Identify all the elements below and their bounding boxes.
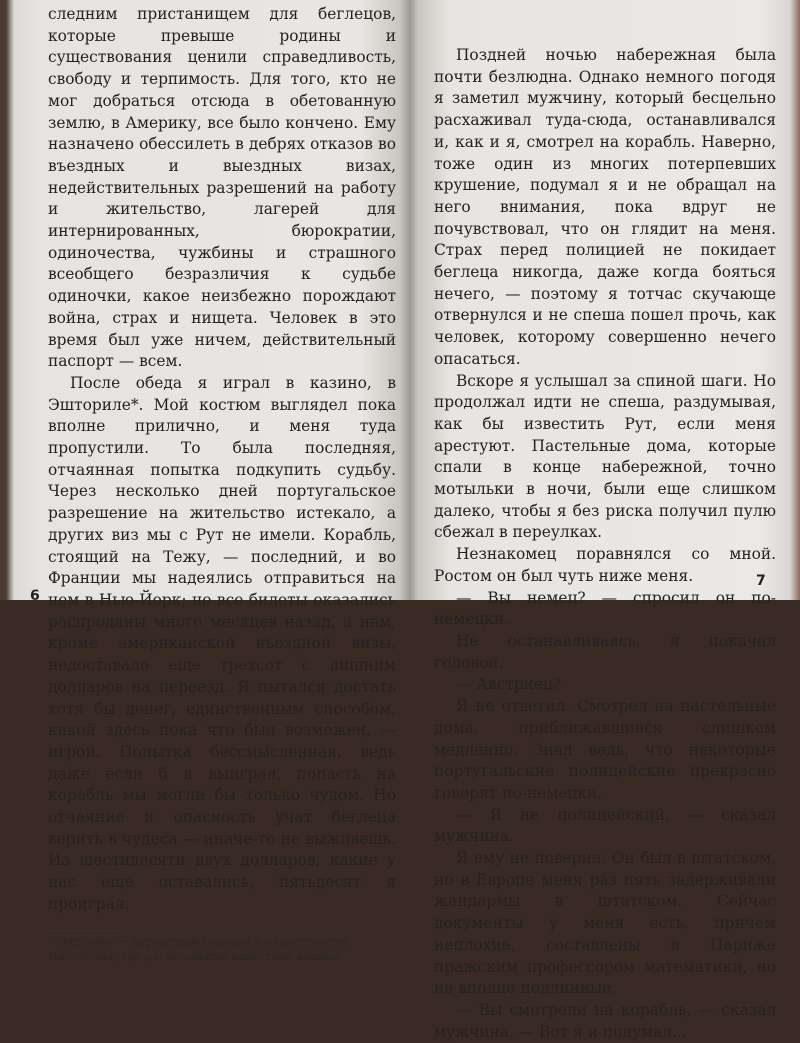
paragraph: — Австриец?: [456, 675, 562, 694]
left-page: [20, 0, 398, 963]
page-number-left: 6: [30, 588, 40, 604]
paragraph: Не останавливаясь, я покачал головой.: [434, 631, 776, 672]
paragraph: следним пристанищем для беглецов, которые превыше родины и существования ценили справедливость, свободу и терпимость. Для того, кто не мог добраться отсюда в обетованную землю, в Америку, все было кончено. Ему назначено обессилеть в дебрях отказов во въездных и выездных визах, недействительных разрешений на работу и жительство, лагерей для интернированных, бюрократии, одиночества, чужбины и страшного всеобщего безразличия к судьбе одиночки, какое неизбежно порождают война, страх и нищета. Человек в это время был уже ничем, действительный паспорт — всем.: [48, 5, 396, 371]
paragraph: Я ему не поверил. Он был в штатском, но в Европе меня раз пять задерживали жандармы в штатском. Сейчас документы у меня есть, причем неплохие, составлены в Париже пражским профессором математики, но не вполне подлинные.: [434, 849, 776, 998]
footnote-rule: [48, 930, 126, 931]
paragraph: Вскоре я услышал за спиной шаги. Но продолжал идти не спеша, раздумывая, как бы известить Рут, если меня арестуют. Пастельные дома, которые спали в конце набережной, точно мотыльки в ночи, были еще слишком далеко, чтобы я без риска получил пулю сбежал в переулках.: [434, 371, 776, 542]
paragraph: — Я не полицейский, — сказал мужчина.: [434, 805, 776, 846]
page-number-right: 7: [756, 573, 766, 589]
paragraph: Поздней ночью набережная была почти безлюдна. Однако немного погодя я заметил мужчину, который бесцельно расхаживал туда-сюда, останавливался и, как и я, смотрел на корабль. Наверно, тоже один из многих потерпевших крушение, подумал я и не обращал на него внимания, пока вдруг не почувствовал, что он глядит на меня. Страх перед полицией не покидает беглеца никогда, даже когда бояться нечего, — поэтому я тотчас скучающе отвернулся и не спеша пошел прочь, как человек, которому совершенно нечего опасаться.: [434, 46, 776, 368]
right-page-text: [428, 0, 778, 1043]
paragraph: После обеда я играл в казино, в Эшториле*. Мой костюм выглядел пока вполне прилично, и меня туда пропустили. То была последняя, отчаянная попытка подкупить судьбу. Через несколько дней португальское разрешение на жительство истекало, а других виз мы с Рут не имели. Корабль, стоящий на Тежу, — последний, и во Франции мы надеялись отправиться на нем в Нью-Йорк; но все билеты оказались распроданы много месяцев назад, а нам, кроме американской въездной визы, недоставало еще трехсот с лишним долларов на переезд. Я пытался достать хотя бы денег, единственным способом, какой здесь пока что был возможен, — игрой. Попытка бессмысленная, ведь даже если б я выиграл, попасть на корабль мы могли бы только чудом. Но отчаяние и опасность учат беглеца верить в чудеса — иначе-то не выживешь. Из шестидесяти двух долларов, какие у нас еще оставались, пятьдесят я проиграл.: [48, 373, 396, 913]
right-page: [428, 0, 778, 1041]
paragraph: Незнакомец поравнялся со мной. Ростом он был чуть ниже меня.: [434, 545, 776, 585]
paragraph: — Вы немец? — спросил он по-немецки.: [434, 588, 776, 629]
paragraph: Я не ответил. Смотрел на пастельные дома, приближавшиеся слишком медленно. Знал ведь, что некоторые португальские полицейские прекрасно говорят по-немецки.: [434, 697, 776, 802]
paragraph: — Вы смотрели на корабль, — сказал мужчина. — Вот я и подумал...: [434, 1000, 776, 1041]
footnote: * Эшторил — курортный городок в окрестностях Лиссабона, где расположено известное казино.: [48, 933, 349, 963]
left-page-text: [20, 0, 398, 916]
